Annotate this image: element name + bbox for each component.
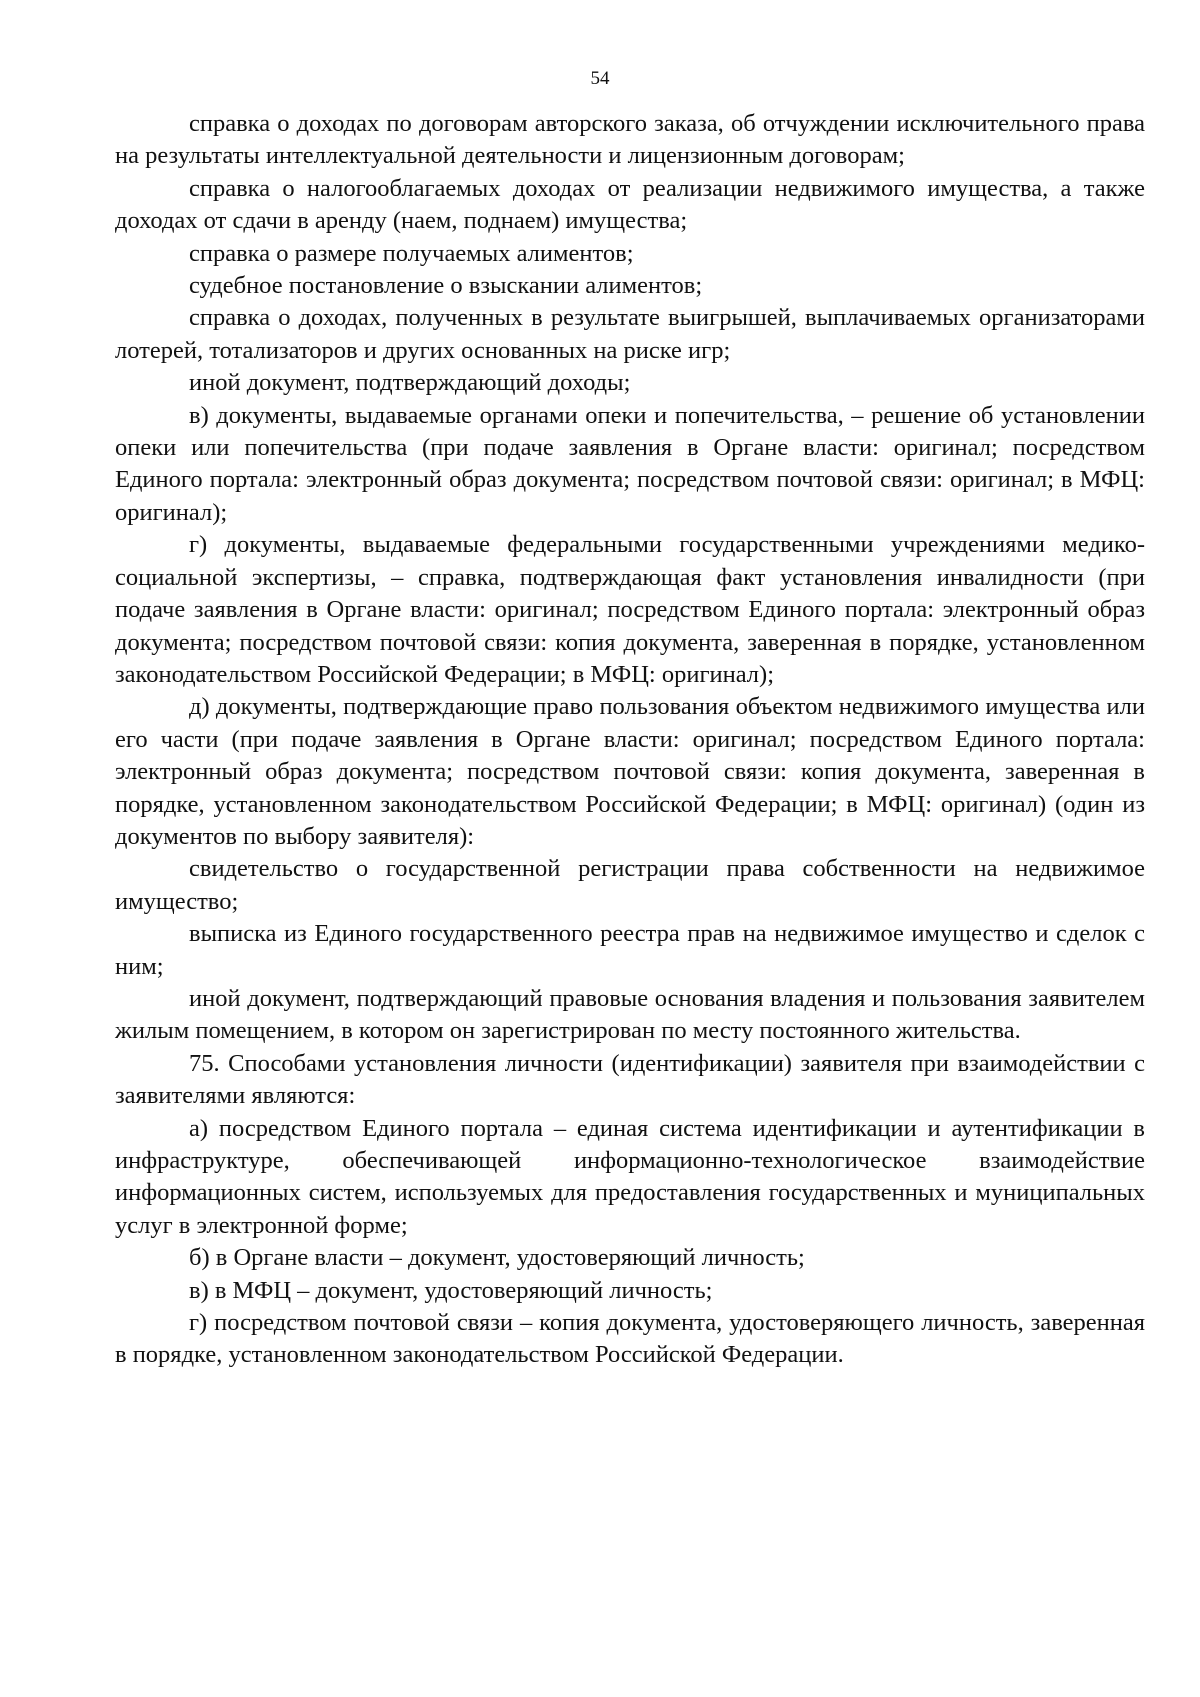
paragraph-income-author-contracts: справка о доходах по договорам авторского заказа, об отчуждении исключительного права на результаты интеллектуальной деятельности и лицензионным договорам;: [115, 110, 1145, 170]
paragraph-other-property-document: иной документ, подтверждающий правовые основания владения и пользования заявителем жилым помещением, в котором он зарегистрирован по месту постоянного жительства.: [115, 984, 1145, 1045]
paragraph-income-real-estate: справка о налогооблагаемых доходах от реализации недвижимого имущества, а также доходах от сдачи в аренду (наем, поднаем) имущества;: [115, 174, 1145, 235]
page-number: 54: [590, 68, 610, 89]
document-body: [115, 108, 1145, 1372]
paragraph-section-75: 75. Способами установления личности (идентификации) заявителя при взаимодействии с заявителями являются:: [115, 1049, 1145, 1110]
paragraph-alimony-certificate: справка о размере получаемых алиментов;: [189, 239, 634, 267]
paragraph-alimony-court-ruling: судебное постановление о взыскании алиментов;: [189, 272, 703, 300]
paragraph-item-v-mfc: в) в МФЦ – документ, удостоверяющий личность;: [189, 1276, 713, 1304]
paragraph-income-winnings: справка о доходах, полученных в результате выигрышей, выплачиваемых организаторами лотерей, тотализаторов и других основанных на риске игр;: [115, 304, 1145, 364]
paragraph-item-b-authority: б) в Органе власти – документ, удостоверяющий личность;: [189, 1244, 805, 1272]
paragraph-item-g-disability: г) документы, выдаваемые федеральными государственными учреждениями медико-социальной экспертизы, – справка, подтверждающая факт установления инвалидности (при подаче заявления в Органе власти: оригинал; посредством Единого портала: электронный образ документа; посредством почтовой связи: копия документа, заверенная в порядке, установленном законодательством Российской Федерации; в МФЦ: оригинал);: [115, 531, 1145, 688]
paragraph-item-g-postal: г) посредством почтовой связи – копия документа, удостоверяющего личность, заверенная в порядке, установленном законодательством Российской Федерации.: [115, 1309, 1145, 1369]
paragraph-item-v-guardianship: в) документы, выдаваемые органами опеки и попечительства, – решение об установлении опеки или попечительства (при подаче заявления в Органе власти: оригинал; посредством Единого портала: электронный образ документа; посредством почтовой связи: оригинал; в МФЦ: оригинал);: [115, 401, 1145, 526]
paragraph-registry-extract: выписка из Единого государственного реестра прав на недвижимое имущество и сделок с ним;: [115, 920, 1145, 980]
paragraph-ownership-certificate: свидетельство о государственной регистрации права собственности на недвижимое имущество;: [115, 855, 1145, 915]
paragraph-item-a-portal: а) посредством Единого портала – единая система идентификации и аутентификации в инфраструктуре, обеспечивающей информационно-технологическое взаимодействие информационных систем, используемых для предоставления государственных и муниципальных услуг в электронной форме;: [115, 1114, 1145, 1239]
paragraph-item-d-property-rights: д) документы, подтверждающие право пользования объектом недвижимого имущества или его части (при подаче заявления в Органе власти: оригинал; посредством Единого портала: электронный образ документа; посредством почтовой связи: копия документа, заверенная в порядке, установленном законодательством Российской Федерации; в МФЦ: оригинал) (один из документов по выбору заявителя):: [115, 693, 1145, 850]
paragraph-other-income-document: иной документ, подтверждающий доходы;: [189, 369, 631, 397]
